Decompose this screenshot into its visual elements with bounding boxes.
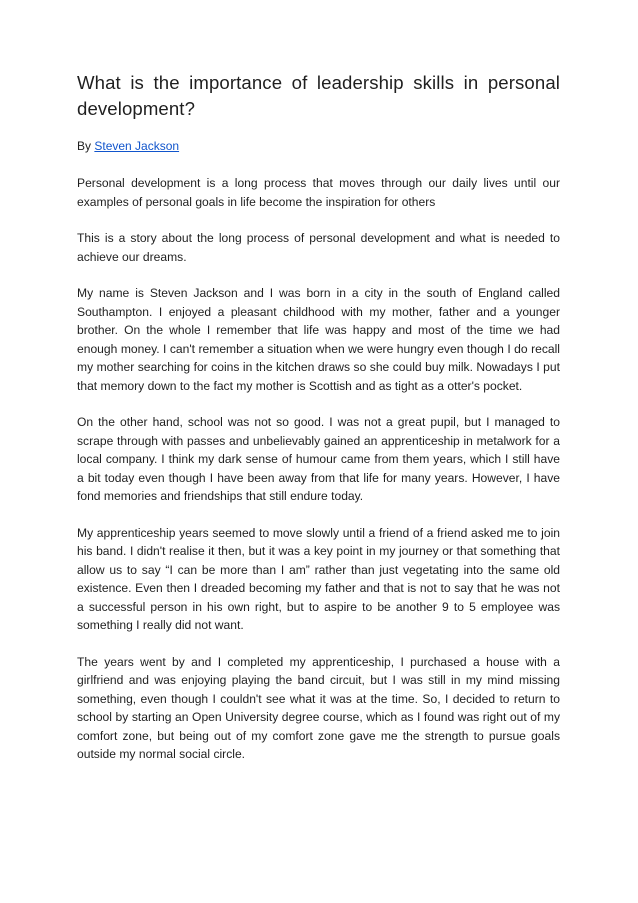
document-title: What is the importance of leadership skills in personal development?: [77, 72, 560, 119]
paragraph-school: On the other hand, school was not so good. I was not a great pupil, but I managed to scrape through with passes and unbelievably gained an apprenticeship in metalwork for a local company. I think my dark sense of humour came from them years, which I still have a bit today even though I have been away from that life for many years. However, I have fond memories and friendships that still endure today.: [77, 415, 560, 503]
document-page: [77, 70, 560, 782]
paragraph-childhood: My name is Steven Jackson and I was born in a city in the south of England called Southampton. I enjoyed a pleasant childhood with my mother, father and a younger brother. On the whole I remember that life was happy and most of the time we had enough money. I can't remember a situation when we were hungry even though I do recall my mother searching for coins in the kitchen draws so she could buy milk. Nowadays I put that memory down to the fact my mother is Scottish and as tight as a otter's pocket.: [77, 286, 560, 393]
paragraph-apprenticeship: My apprenticeship years seemed to move slowly until a friend of a friend asked me to join his band. I didn't realise it then, but it was a key point in my journey or that something that allow us to say “I can be more than I am” rather than just vegetating into the same old existence. Even then I dreaded becoming my father and that is not to say that he was not a successful person in his own right, but to aspire to be another 9 to 5 employee was something I really did not want.: [77, 525, 560, 632]
byline: [77, 138, 560, 154]
paragraph-intro: Personal development is a long process that moves through our daily lives until our examples of personal goals in life become the inspiration for others: [77, 176, 560, 209]
byline-prefix: By: [77, 139, 92, 153]
author-link[interactable]: Steven Jackson: [94, 139, 180, 153]
paragraph-university: The years went by and I completed my apprenticeship, I purchased a house with a girlfriend and was enjoying playing the band circuit, but I was still in my mind missing something, even though I couldn't see what it was at the time. So, I decided to return to school by starting an Open University degree course, which as I found was right out of my comfort zone, but being out of my comfort zone gave me the strength to pursue goals outside my normal social circle.: [77, 654, 560, 761]
paragraph-story: This is a story about the long process of personal development and what is needed to achieve our dreams.: [77, 231, 560, 264]
